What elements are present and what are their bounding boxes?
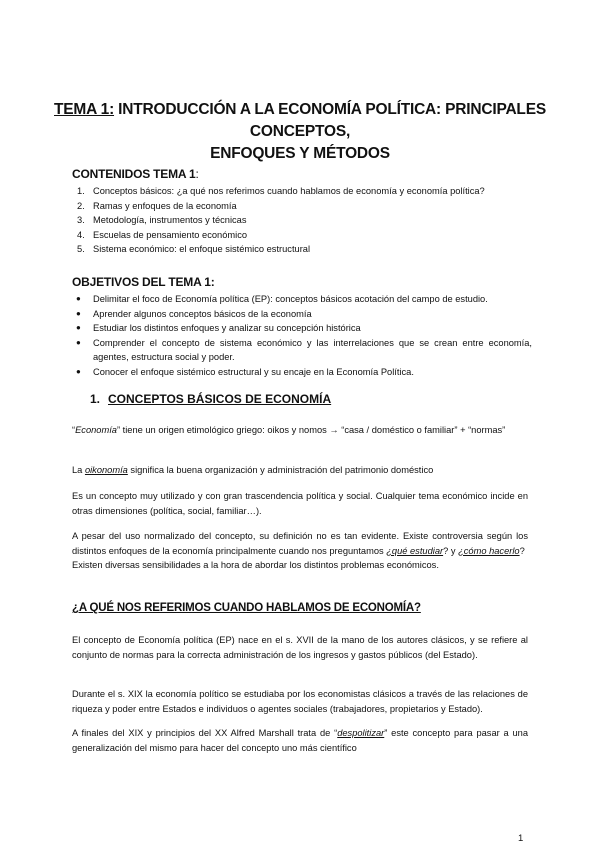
section2-paragraph-origin: El concepto de Economía política (EP) nace en el s. XVII de la mano de los autores clásicos, y se refiere al conjunto de normas para la correcta administración de los ingresos y gastos públicos (del Estado). xyxy=(72,635,528,660)
section1-paragraph-etymology: “Economía” tiene un origen etimológico griego: oikos y nomos → “casa / doméstico o familiar” + “normas” xyxy=(72,425,506,435)
list-item: 3. Metodología, instrumentos y técnicas xyxy=(77,215,247,225)
section1-paragraph-relevance: Es un concepto muy utilizado y con gran trascendencia política y social. Cualquier tema económico incide en otras dimensiones (política, social, familiar…). xyxy=(72,491,528,516)
title-line2: ENFOQUES Y MÉTODOS xyxy=(210,145,390,162)
list-item: 5. Sistema económico: el enfoque sistémico estructural xyxy=(77,244,311,254)
section1-paragraph-controversy: A pesar del uso normalizado del concepto, su definición no es tan evidente. Existe controversia según los distintos enfoques de la economía principalmente cuando nos preguntamos ¿qué estudiar? y ¿cómo hacerlo? Existen diversas sensibilidades a la hora de abordar los distintos problemas económicos. xyxy=(72,531,528,570)
list-item: ● Estudiar los distintos enfoques y analizar su concepción histórica xyxy=(72,321,532,336)
list-item: 2. Ramas y enfoques de la economía xyxy=(77,200,237,211)
list-item: ● Aprender algunos conceptos básicos de la economía xyxy=(72,307,532,322)
list-item: ● Delimitar el foco de Economía política (EP): conceptos básicos acotación del campo de estudio. xyxy=(72,292,532,307)
section2-heading: ¿A QUÉ NOS REFERIMOS CUANDO HABLAMOS DE ECONOMÍA? xyxy=(72,602,421,614)
bullet-icon: ● xyxy=(76,308,81,318)
bullet-icon: ● xyxy=(76,366,81,376)
list-item: ● Comprender el concepto de sistema económico y las interrelaciones que se crean entre economía, agentes, estructura social y poder. xyxy=(76,337,532,362)
objectives-list xyxy=(72,292,532,379)
section1-paragraph-oikonomia: La oikonomía significa la buena organización y administración del patrimonio doméstico xyxy=(72,465,434,475)
list-item: 4. Escuelas de pensamiento económico xyxy=(77,229,248,240)
list-item: 1. Conceptos básicos: ¿a qué nos referimos cuando hablamos de economía y economía política? xyxy=(77,186,485,196)
page-title xyxy=(40,99,560,165)
contents-heading: CONTENIDOS TEMA 1: xyxy=(72,167,199,181)
section2-paragraph-xix: Durante el s. XIX la economía político se estudiaba por los economistas clásicos a través de las relaciones de riqueza y poder entre Estados e individuos o agentes sociales (trabajadores, propietarios y Estado). xyxy=(72,689,528,714)
title-prefix: TEMA 1: xyxy=(54,101,115,118)
contents-list xyxy=(72,184,532,257)
objectives-heading: OBJETIVOS DEL TEMA 1: xyxy=(72,275,215,289)
bullet-icon: ● xyxy=(76,337,81,347)
page-number: 1 xyxy=(518,833,524,844)
bullet-icon: ● xyxy=(76,323,81,332)
title-line1: INTRODUCCIÓN A LA ECONOMÍA POLÍTICA: PRINCIPALES CONCEPTOS, xyxy=(118,101,546,140)
section1-heading: 1. CONCEPTOS BÁSICOS DE ECONOMÍA xyxy=(90,392,332,406)
section2-paragraph-marshall: A finales del XIX y principios del XX Alfred Marshall trata de “despolitizar” este concepto para pasar a una generalización del mismo para hacer del concepto uno más científico xyxy=(72,728,528,753)
bullet-icon: ● xyxy=(76,294,81,303)
list-item: ● Conocer el enfoque sistémico estructural y su encaje en la Economía Política. xyxy=(72,365,532,380)
